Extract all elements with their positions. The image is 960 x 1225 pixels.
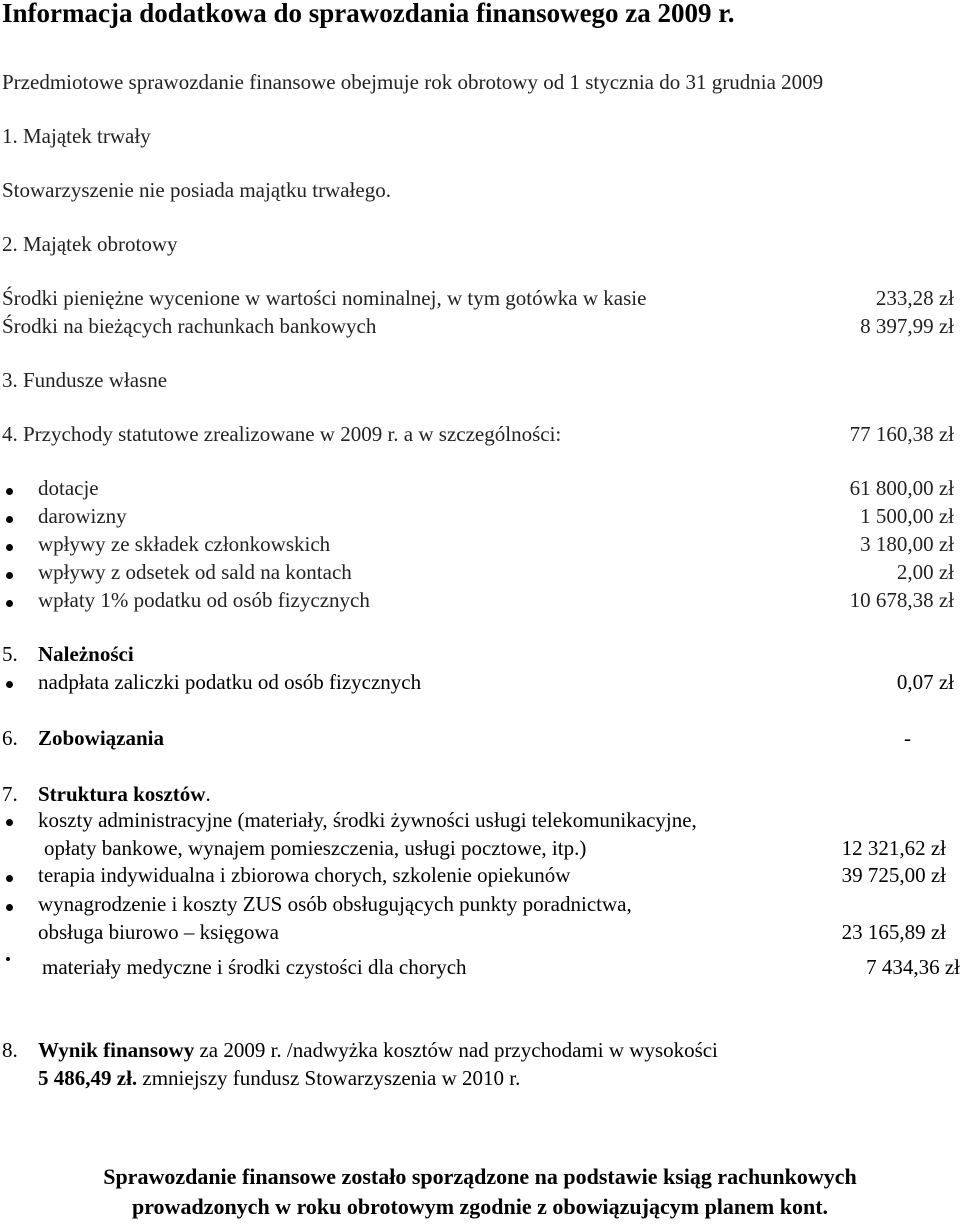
footer-line-1: Sprawozdanie finansowe zostało sporządzone na podstawie ksiąg rachunkowych [103, 1164, 857, 1189]
section-7-number: 7. [2, 782, 18, 806]
section-2-row-label: Środki na bieżących rachunkach bankowych [2, 314, 377, 338]
income-item-value: 2,00 zł [896, 560, 954, 584]
section-1-text: Stowarzyszenie nie posiada majątku trwałego. [2, 178, 391, 202]
section-8-line-1 [38, 1038, 718, 1063]
receivable-item-label: nadpłata zaliczki podatku od osób fizycznych [38, 670, 422, 694]
bullet-icon [6, 572, 13, 579]
section-7-heading-dot: . [205, 782, 211, 806]
section-1-heading: 1. Majątek trwały [2, 124, 151, 148]
section-6-number: 6. [2, 726, 18, 750]
cost-item-line: terapia indywidualna i zbiorowa chorych, szkolenie opiekunów [38, 863, 571, 887]
section-8-line-2-rest: zmniejszy fundusz Stowarzyszenia w 2010 r. [137, 1066, 521, 1090]
bullet-icon [6, 516, 13, 523]
section-8-line-2 [38, 1066, 520, 1091]
cost-item-line: wynagrodzenie i koszty ZUS osób obsługujących punkty poradnictwa, [38, 892, 632, 916]
section-4-heading: 4. Przychody statutowe zrealizowane w 2009 r. a w szczególności: [2, 422, 562, 446]
cost-item-value: 39 725,00 zł [841, 863, 946, 887]
bullet-icon [6, 681, 13, 688]
section-8-bold-amount: 5 486,49 zł. [38, 1066, 138, 1090]
section-7-heading-wrap [38, 782, 211, 807]
section-2-heading: 2. Majątek obrotowy [2, 232, 178, 256]
section-2-row-value: 233,28 zł [875, 286, 954, 310]
cost-item-value: 23 165,89 zł [841, 920, 946, 944]
section-2-row-label: Środki pieniężne wycenione w wartości nominalnej, w tym gotówka w kasie [2, 286, 647, 310]
bullet-icon [6, 600, 13, 607]
receivable-item-value: 0,07 zł [896, 670, 954, 694]
income-item-value: 3 180,00 zł [860, 532, 954, 556]
income-item-value: 1 500,00 zł [860, 504, 954, 528]
section-5-heading: Należności [38, 642, 134, 666]
section-7-heading: Struktura kosztów [38, 782, 206, 806]
section-2-row-value: 8 397,99 zł [860, 314, 954, 338]
income-item-value: 10 678,38 zł [849, 588, 954, 612]
footer-line-2: prowadzonych w roku obrotowym zgodnie z obowiązującym planem kont. [131, 1194, 829, 1219]
section-8-line-1-rest: za 2009 r. /nadwyżka kosztów nad przychodami w wysokości [194, 1038, 718, 1062]
section-8-bold-lead: Wynik finansowy [38, 1038, 195, 1062]
bullet-icon [6, 875, 13, 882]
income-item-label: dotacje [38, 476, 99, 500]
bullet-icon [6, 904, 13, 911]
cost-item-value: 7 434,36 zł [866, 955, 960, 979]
bullet-icon [6, 488, 13, 495]
bullet-icon [6, 544, 13, 551]
section-5-number: 5. [2, 642, 18, 666]
bullet-icon [6, 957, 10, 961]
section-3-heading: 3. Fundusze własne [2, 368, 168, 392]
document-title: Informacja dodatkowa do sprawozdania finansowego za 2009 r. [2, 0, 735, 28]
intro-text: Przedmiotowe sprawozdanie finansowe obejmuje rok obrotowy od 1 stycznia do 31 grudnia 2009 [2, 70, 824, 94]
section-4-total: 77 160,38 zł [849, 422, 954, 446]
income-item-label: wpływy ze składek członkowskich [38, 532, 331, 556]
cost-item-value: 12 321,62 zł [841, 836, 946, 860]
income-item-label: wpłaty 1% podatku od osób fizycznych [38, 588, 370, 612]
cost-item-line: obsługa biurowo – księgowa [38, 920, 279, 944]
section-6-value: - [904, 726, 911, 750]
income-item-label: darowizny [38, 504, 127, 528]
cost-item-line: materiały medyczne i środki czystości dla chorych [42, 955, 467, 979]
cost-item-line: koszty administracyjne (materiały, środki żywności usługi telekomunikacyjne, [38, 808, 697, 832]
bullet-icon [6, 819, 13, 826]
cost-item-line: opłaty bankowe, wynajem pomieszczenia, usługi pocztowe, itp.) [44, 836, 587, 860]
section-6-heading: Zobowiązania [38, 726, 165, 750]
section-8-number: 8. [2, 1038, 18, 1062]
income-item-value: 61 800,00 zł [849, 476, 954, 500]
income-item-label: wpływy z odsetek od sald na kontach [38, 560, 352, 584]
